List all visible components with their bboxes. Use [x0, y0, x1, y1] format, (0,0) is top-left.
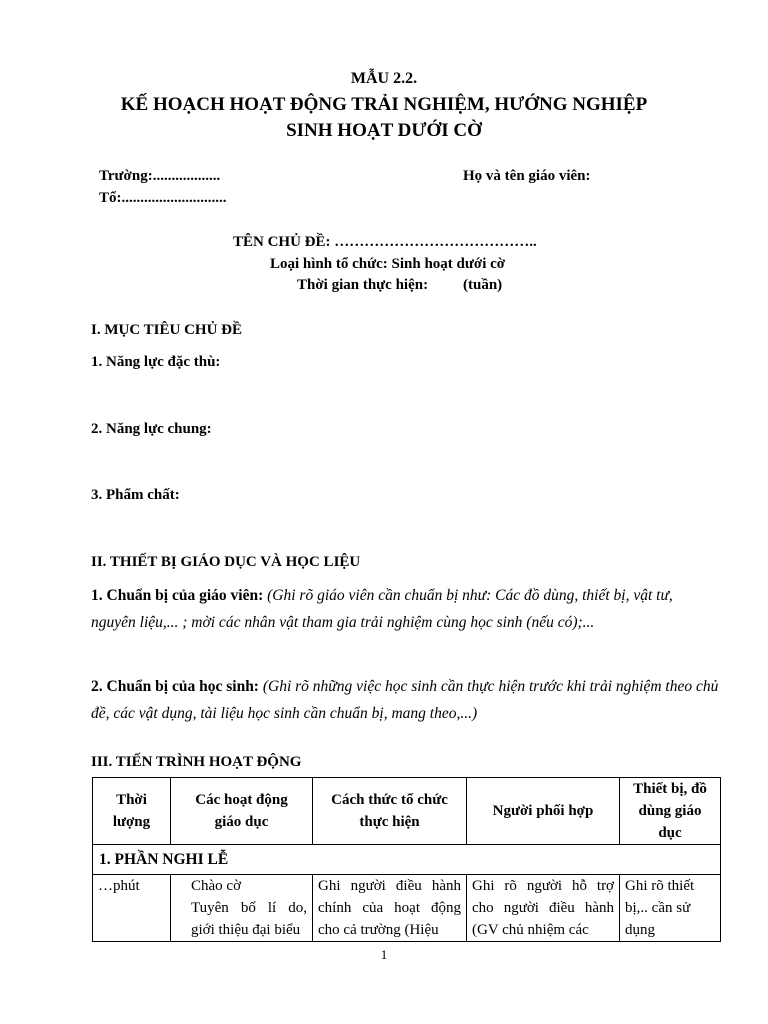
table-row	[93, 875, 721, 942]
table-section-row	[93, 845, 721, 875]
organization-type: Loại hình tổ chức: Sinh hoạt dưới cờ	[270, 256, 506, 272]
group-field: Tổ:............................	[99, 190, 227, 206]
form-code: MẪU 2.2.	[350, 70, 418, 87]
general-competence-label: 2. Năng lực chung:	[91, 421, 212, 437]
implementation-time-label: Thời gian thực hiện:	[297, 277, 429, 293]
activity-flag-salute: Chào cờ	[191, 878, 242, 894]
column-header-equipment: Thiết bị, đồ dùng giáo dục	[620, 778, 721, 845]
document-title-line1: KẾ HOẠCH HOẠT ĐỘNG TRẢI NGHIỆM, HƯỚNG NGHIỆP	[120, 94, 648, 115]
implementation-time-unit: (tuần)	[463, 277, 503, 293]
section3-heading: III. TIẾN TRÌNH HOẠT ĐỘNG	[91, 754, 302, 770]
teacher-preparation-note: (Ghi rõ giáo viên cần chuẩn bị như: Các đồ dùng, thiết bị, vật tư, nguyên liệu,... ; mời các nhân vật tham gia trải nghiệm cùng học sinh (nếu có);...	[91, 587, 673, 631]
student-preparation-note: (Ghi rõ những việc học sinh cần thực hiện trước khi trải nghiệm theo chủ đề, các vật dụng, tài liệu học sinh cần chuẩn bị, mang theo,...)	[91, 678, 719, 722]
activity-announcement: Tuyên bố lí do, giới thiệu đại biểu	[191, 900, 307, 938]
activity-plan-table	[92, 777, 721, 942]
section1-heading: I. MỤC TIÊU CHỦ ĐỀ	[91, 322, 242, 338]
teacher-name-field: Họ và tên giáo viên:	[463, 168, 591, 184]
cell-activities	[171, 875, 313, 942]
student-preparation-label: 2. Chuẩn bị của học sinh:	[91, 678, 259, 695]
cell-method: Ghi người điều hành chính của hoạt động cho cả trường (Hiệu	[313, 875, 467, 942]
page-number: 1	[380, 947, 388, 962]
cell-coordinator: Ghi rõ người hỗ trợ cho người điều hành (GV chủ nhiệm các	[467, 875, 620, 942]
cell-equipment: Ghi rõ thiết bị,.. cần sử dụng	[620, 875, 721, 942]
column-header-activities: Các hoạt động giáo dục	[171, 778, 313, 845]
teacher-preparation	[91, 582, 721, 636]
cell-duration: …phút	[93, 875, 171, 942]
ceremony-section-label: 1. PHẦN NGHI LỄ	[93, 845, 721, 875]
qualities-label: 3. Phẩm chất:	[91, 487, 180, 503]
section2-heading: II. THIẾT BỊ GIÁO DỤC VÀ HỌC LIỆU	[91, 554, 361, 570]
teacher-preparation-label: 1. Chuẩn bị của giáo viên:	[91, 587, 264, 604]
table-header-row	[93, 778, 721, 845]
school-field: Trường:..................	[99, 168, 221, 184]
document-title-line2: SINH HOẠT DƯỚI CỜ	[286, 120, 482, 141]
specific-competence-label: 1. Năng lực đặc thù:	[91, 354, 221, 370]
topic-name: TÊN CHỦ ĐỀ: …………………………………..	[233, 234, 537, 250]
column-header-coordinator: Người phối hợp	[467, 778, 620, 845]
column-header-method: Cách thức tổ chức thực hiện	[313, 778, 467, 845]
student-preparation	[91, 673, 721, 727]
column-header-duration: Thời lượng	[93, 778, 171, 845]
